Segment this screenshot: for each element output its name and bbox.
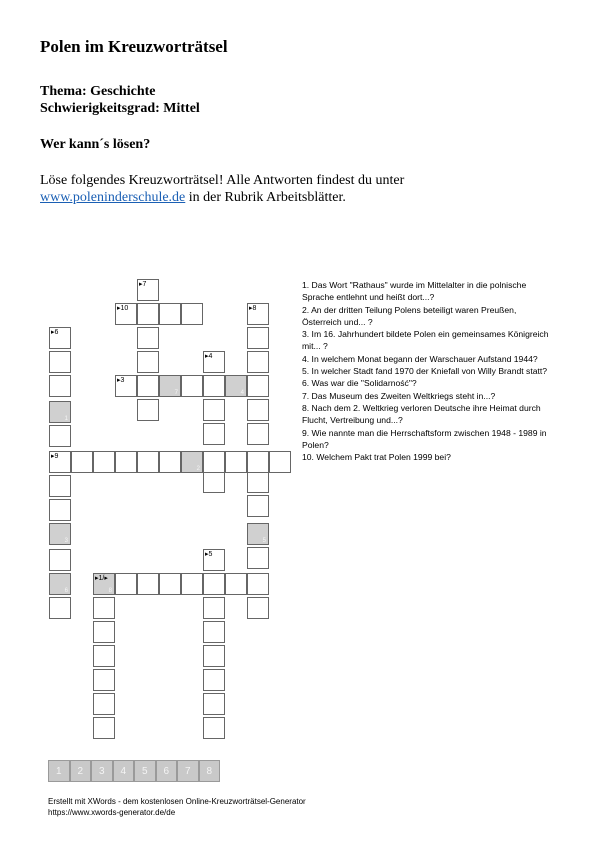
- crossword-cell[interactable]: [181, 573, 203, 595]
- solution-marker: 6: [64, 588, 68, 594]
- crossword-cell[interactable]: [225, 573, 247, 595]
- crossword-cell[interactable]: [49, 351, 71, 373]
- clue-number-10: ▸10: [117, 305, 129, 312]
- crossword-cell[interactable]: [203, 399, 225, 421]
- solution-cell[interactable]: 6: [156, 760, 178, 782]
- crossword-cell[interactable]: [203, 471, 225, 493]
- crossword-cell[interactable]: [247, 327, 269, 349]
- crossword-cell-solution[interactable]: [159, 375, 181, 397]
- crossword-cell[interactable]: [137, 327, 159, 349]
- challenge-heading: Wer kann´s lösen?: [40, 137, 151, 152]
- clue-item: 6. Was war die "Solidarność"?: [302, 378, 417, 389]
- topic-label: Thema: Geschichte: [40, 84, 156, 99]
- crossword-cell[interactable]: [137, 303, 159, 325]
- crossword-cell[interactable]: [247, 451, 269, 473]
- solution-cell[interactable]: 7: [177, 760, 199, 782]
- crossword-cell[interactable]: [203, 573, 225, 595]
- clue-item: 4. In welchem Monat begann der Warschauer Aufstand 1944?: [302, 353, 538, 364]
- solution-marker: 1: [64, 416, 68, 422]
- intro-text-before: Löse folgendes Kreuzworträtsel! Alle Antworten findest du unter: [40, 173, 405, 188]
- solution-cell[interactable]: 2: [70, 760, 92, 782]
- crossword-cell[interactable]: [115, 573, 137, 595]
- crossword-cell[interactable]: [49, 597, 71, 619]
- crossword-cell[interactable]: [247, 495, 269, 517]
- clue-number-9: ▸9: [51, 453, 59, 460]
- crossword-cell-solution[interactable]: [93, 573, 115, 595]
- clue-list: [302, 279, 557, 463]
- clue-number-8: ▸8: [249, 305, 257, 312]
- footer-url: https://www.xwords-generator.de/de: [48, 807, 176, 817]
- crossword-cell-solution[interactable]: [247, 523, 269, 545]
- clue-item: 7. Das Museum des Zweiten Weltkriegs steht in...?: [302, 390, 496, 401]
- crossword-cell[interactable]: [203, 597, 225, 619]
- crossword-cell[interactable]: [115, 451, 137, 473]
- solution-cell[interactable]: 5: [134, 760, 156, 782]
- page-title: Polen im Kreuzworträtsel: [40, 37, 228, 56]
- solution-cell[interactable]: 1: [48, 760, 70, 782]
- crossword-cell-solution[interactable]: [225, 375, 247, 397]
- poleninderschule-link[interactable]: www.poleninderschule.de: [40, 190, 186, 205]
- crossword-cell[interactable]: [203, 549, 225, 571]
- crossword-cell[interactable]: [247, 303, 269, 325]
- crossword-cell[interactable]: [93, 621, 115, 643]
- crossword-cell[interactable]: [93, 693, 115, 715]
- intro-text-after: in der Rubrik Arbeitsblätter.: [185, 190, 346, 205]
- crossword-cell[interactable]: [247, 399, 269, 421]
- crossword-cell[interactable]: [49, 425, 71, 447]
- solution-cell[interactable]: 8: [199, 760, 221, 782]
- crossword-cell[interactable]: [247, 573, 269, 595]
- crossword-cell-solution[interactable]: [49, 401, 71, 423]
- crossword-cell[interactable]: [49, 327, 71, 349]
- crossword-cell[interactable]: [137, 399, 159, 421]
- footer-credit: [48, 797, 306, 818]
- crossword-cell[interactable]: [247, 471, 269, 493]
- solution-cell[interactable]: 3: [91, 760, 113, 782]
- crossword-cell[interactable]: [93, 645, 115, 667]
- clue-item: 2. An der dritten Teilung Polens beteiligt waren Preußen, Österreich und... ?: [302, 304, 517, 327]
- crossword-cell-solution[interactable]: [49, 523, 71, 545]
- solution-marker: 7: [174, 390, 178, 396]
- crossword-cell[interactable]: [115, 303, 137, 325]
- crossword-cell[interactable]: [137, 451, 159, 473]
- solution-marker: 4: [240, 390, 244, 396]
- intro-text: [40, 172, 520, 206]
- crossword-cell[interactable]: [71, 451, 93, 473]
- solution-cell[interactable]: 4: [113, 760, 135, 782]
- crossword-cell[interactable]: [49, 375, 71, 397]
- clue-item: 10. Welchem Pakt trat Polen 1999 bei?: [302, 452, 451, 463]
- crossword-cell[interactable]: [49, 499, 71, 521]
- clue-number-6: ▸6: [51, 329, 59, 336]
- crossword-cell[interactable]: [159, 573, 181, 595]
- crossword-cell[interactable]: [203, 645, 225, 667]
- clue-item: 5. In welcher Stadt fand 1970 der Kniefall von Willy Brandt statt?: [302, 366, 548, 377]
- crossword-cell[interactable]: [137, 351, 159, 373]
- crossword-cell[interactable]: [49, 451, 71, 473]
- solution-row: [48, 760, 220, 782]
- crossword-cell[interactable]: [203, 693, 225, 715]
- crossword-cell[interactable]: [203, 621, 225, 643]
- crossword-cell[interactable]: [203, 423, 225, 445]
- clue-item: 8. Nach dem 2. Weltkrieg verloren Deutsche ihre Heimat durch Flucht, Vertreibung und...?: [302, 402, 541, 426]
- crossword-cell[interactable]: [247, 375, 269, 397]
- crossword-cell[interactable]: [137, 573, 159, 595]
- crossword-cell[interactable]: [203, 451, 225, 473]
- solution-marker: 2: [196, 466, 200, 472]
- crossword-cell[interactable]: [159, 303, 181, 325]
- crossword-cell[interactable]: [49, 475, 71, 497]
- clue-item: 1. Das Wort "Rathaus" wurde im Mittelalter in die polnische Sprache entlehnt und heißt dort...?: [302, 280, 527, 303]
- clue-number-1-2: ▸1/▸: [95, 575, 108, 582]
- crossword-cell[interactable]: [203, 717, 225, 739]
- clue-item: 3. Im 16. Jahrhundert bildete Polen ein gemeinsames Königreich mit... ?: [302, 329, 549, 352]
- crossword-cell[interactable]: [93, 597, 115, 619]
- crossword-cell[interactable]: [247, 547, 269, 569]
- crossword-cell[interactable]: [137, 279, 159, 301]
- solution-marker: 5: [262, 538, 266, 544]
- footer-credit-line: Erstellt mit XWords - dem kostenlosen Online-Kreuzworträtsel-Generator: [48, 797, 306, 806]
- crossword-cell[interactable]: [247, 351, 269, 373]
- crossword-cell[interactable]: [203, 375, 225, 397]
- crossword-cell-solution[interactable]: [181, 451, 203, 473]
- crossword-cell[interactable]: [247, 597, 269, 619]
- crossword-cell[interactable]: [93, 669, 115, 691]
- crossword-cell[interactable]: [203, 351, 225, 373]
- crossword-cell[interactable]: [181, 375, 203, 397]
- crossword-cell-solution[interactable]: [49, 573, 71, 595]
- clue-number-5: ▸5: [205, 551, 213, 558]
- crossword-cell[interactable]: [115, 375, 137, 397]
- solution-marker: 8: [108, 588, 112, 594]
- crossword-cell[interactable]: [225, 451, 247, 473]
- crossword-cell[interactable]: [93, 451, 115, 473]
- crossword-cell[interactable]: [159, 451, 181, 473]
- clue-number-4: ▸4: [205, 353, 213, 360]
- clue-item: 9. Wie nannte man die Herrschaftsform zwischen 1948 - 1989 in Polen?: [302, 427, 547, 450]
- crossword-cell[interactable]: [93, 717, 115, 739]
- solution-marker: 3: [64, 538, 68, 544]
- clue-number-7: ▸7: [139, 281, 147, 288]
- crossword-cell[interactable]: [49, 549, 71, 571]
- crossword-cell[interactable]: [203, 669, 225, 691]
- meta-block: [40, 83, 200, 117]
- crossword-cell[interactable]: [269, 451, 291, 473]
- crossword-cell[interactable]: [247, 423, 269, 445]
- crossword-cell[interactable]: [137, 375, 159, 397]
- crossword-cell[interactable]: [181, 303, 203, 325]
- clue-number-3: ▸3: [117, 377, 125, 384]
- difficulty-label: Schwierigkeitsgrad: Mittel: [40, 101, 200, 116]
